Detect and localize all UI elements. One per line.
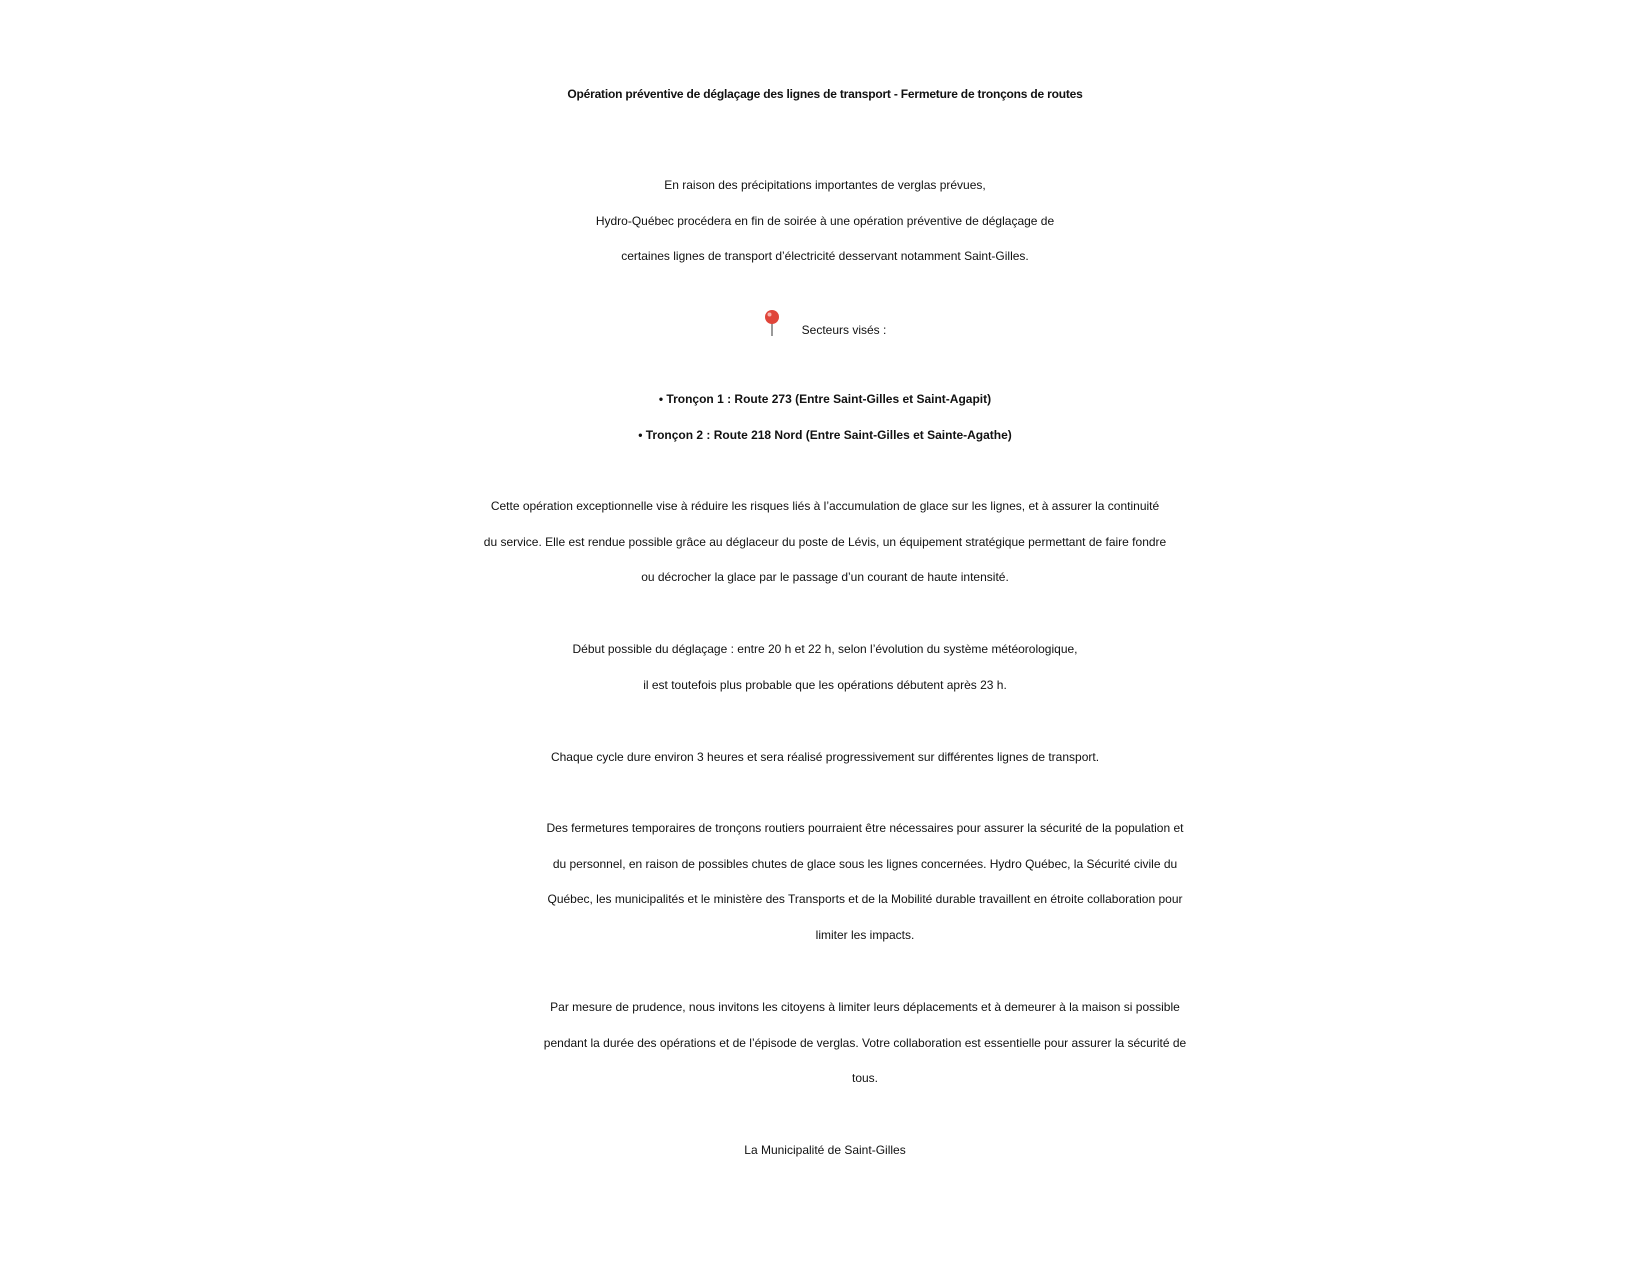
page-title: Opération préventive de déglaçage des lignes de transport - Fermeture de tronçons de routes bbox=[567, 87, 1083, 101]
paragraph-line: tous. bbox=[851, 1071, 878, 1085]
paragraph-line: pendant la durée des opérations et de l’épisode de verglas. Votre collaboration est essentielle pour assurer la sécurité de bbox=[543, 1035, 1187, 1050]
timing-paragraph bbox=[0, 632, 1650, 703]
round-pushpin-icon bbox=[764, 310, 780, 336]
signature-text: La Municipalité de Saint-Gilles bbox=[744, 1143, 906, 1157]
paragraph-line: Chaque cycle dure environ 3 heures et sera réalisé progressivement sur différentes lignes de transport. bbox=[550, 750, 1100, 764]
sectors-list bbox=[0, 382, 1650, 453]
closures-paragraph bbox=[150, 811, 1580, 953]
paragraph-line: Cette opération exceptionnelle vise à réduire les risques liés à l’accumulation de glace sur les lignes, et à assurer la continuité bbox=[490, 499, 1160, 513]
cycle-paragraph bbox=[0, 740, 1650, 776]
signature bbox=[0, 1133, 1650, 1169]
sectors-heading-label: Secteurs visés : bbox=[801, 323, 887, 337]
paragraph-line: limiter les impacts. bbox=[815, 927, 915, 942]
paragraph-line: du personnel, en raison de possibles chutes de glace sous les lignes concernées. Hydro Québec, la Sécurité civile du bbox=[552, 856, 1178, 871]
paragraph-line: Québec, les municipalités et le ministère des Transports et de la Mobilité durable travaillent en étroite collaboration pour bbox=[547, 892, 1183, 906]
prudence-paragraph bbox=[150, 990, 1580, 1097]
paragraph-line: Des fermetures temporaires de tronçons routiers pourraient être nécessaires pour assurer la sécurité de la population et bbox=[546, 821, 1184, 835]
intro-line: En raison des précipitations importantes de verglas prévues, bbox=[664, 178, 986, 192]
paragraph-line: il est toutefois plus probable que les opérations débutent après 23 h. bbox=[643, 677, 1007, 692]
list-item: • Tronçon 2 : Route 218 Nord (Entre Saint-Gilles et Sainte-Agathe) bbox=[638, 427, 1012, 442]
paragraph-line: ou décrocher la glace par le passage d’un courant de haute intensité. bbox=[641, 570, 1009, 584]
intro-paragraph bbox=[0, 168, 1650, 275]
paragraph-line: du service. Elle est rendue possible grâce au déglaceur du poste de Lévis, un équipement stratégique permettant de faire fondre bbox=[483, 534, 1167, 549]
intro-line: certaines lignes de transport d’électricité desservant notamment Saint-Gilles. bbox=[621, 249, 1029, 263]
paragraph-line: Début possible du déglaçage : entre 20 h et 22 h, selon l’évolution du système météorologique, bbox=[572, 642, 1078, 656]
intro-line: Hydro-Québec procédera en fin de soirée à une opération préventive de déglaçage de bbox=[595, 213, 1055, 228]
operation-paragraph bbox=[0, 489, 1650, 596]
paragraph-line: Par mesure de prudence, nous invitons les citoyens à limiter leurs déplacements et à demeurer à la maison si possible bbox=[550, 1000, 1180, 1014]
list-item: • Tronçon 1 : Route 273 (Entre Saint-Gilles et Saint-Agapit) bbox=[658, 392, 992, 406]
sectors-heading bbox=[0, 310, 1650, 349]
